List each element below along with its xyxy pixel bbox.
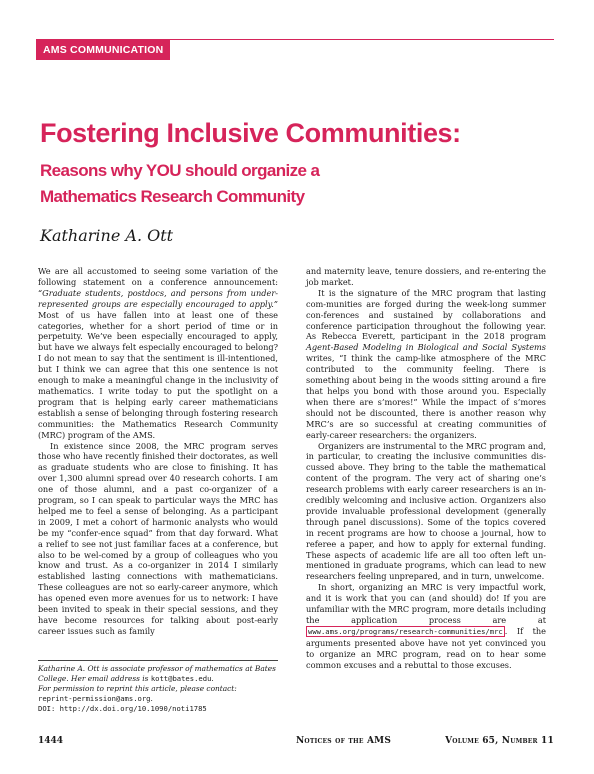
text: writes, “I think the camp-like atmosphere of the MRC contributed to the community feeling. There is something about being in the woods sitting around a fire that helps you bond with those around you. Especially when there are s’mores!” While the impact of s’mores should not be discounted, there is another reason why MRC’s are so successful at creating communities of early-career researchers: the organizers. xyxy=(306,353,546,440)
doi[interactable]: DOI: http://dx.doi.org/10.1090/noti1785 xyxy=(38,704,207,713)
left-column xyxy=(38,266,278,637)
mrc-link[interactable]: www.ams.org/programs/research-communities/mrc xyxy=(308,626,503,636)
article-subtitle: Reasons why YOU should organize a Mathematics Research Community xyxy=(40,161,320,206)
text: . If the arguments presented above have not yet convinced you to organize an MRC program, read on to hear some common excuses and a rebuttal to those excuses. xyxy=(306,625,546,670)
paragraph xyxy=(306,582,546,670)
page-footer xyxy=(38,736,554,750)
text: In short, organizing an MRC is very impactful work, and it is work that you can (and should) do! If you are unfamiliar with the MRC program, more details including the application process are at xyxy=(306,582,546,625)
text: We are all accustomed to seeing some variation of the following statement on a conference announcement: xyxy=(38,266,278,287)
quote: “Graduate students, postdocs, and persons from under-represented groups are especially encouraged to apply.” xyxy=(38,287,278,309)
paragraph: In existence since 2008, the MRC program serves those who have recently finished their doctorates, as well as graduate students who are close to finishing. It has over 1,300 alumni spread over 40 research cohorts. I am one of those alumni, and a past co-organizer of a program, so I can speak to particular ways the MRC has helped me to feel a sense of belonging. As a participant in 2009, I met a cohort of harmonic analysts who would be my “confer-ence squad” from that day forward. What a relief to see not just familiar faces at a conference, but also to be wel-comed by a group of colleagues who you know and trust. As a co-organizer in 2014 I similarly established lasting connections with mathematicians. These colleagues are not so early-career anymore, which has opened even more avenues for us to network: I have been invited to speak in their special sessions, and they have become resources for talking about post-early career issues such as family xyxy=(38,440,278,636)
paragraph: and maternity leave, tenure dossiers, and re-entering the job market. xyxy=(306,266,546,287)
text: Most of us have fallen into at least one of these categories, whether for a short period of time or in perpetuity. We’ve been especially encouraged to apply, but have we always felt especially encouraged to belong? I do not mean to say that the sentiment is ill-intentioned, but I think we can agree that this one sentence is not enough to make a meaningful change in the inclusivity of mathematics. I write today to put the spotlight on a program that is helping early career mathematicians establish a sense of belonging through fostering research communities: the Mathematics Research Community (MRC) program of the AMS. xyxy=(38,309,278,440)
text: For permission to reprint this article, please contact: xyxy=(38,684,237,693)
paragraph xyxy=(38,266,278,441)
permission-email[interactable]: reprint-permission@ams.org xyxy=(38,694,151,703)
paragraph: Organizers are instrumental to the MRC program and, in particular, to creating the inclusive communities dis-cussed above. They bring to the table the mathematical content of the program. The very act of sharing one’s research problems with early career researchers is an in-credibly welcoming and inclusive action. Organizers also provide invaluable professional development (generally through panel discussions). Some of the topics covered in recent programs are how to choose a journal, how to referee a paper, and how to apply for external funding. These aspects of academic life are all too often left un-mentioned in graduate programs, which can lead to new researchers feeling unprepared, and in turn, unwelcome. xyxy=(306,440,546,582)
right-column xyxy=(306,266,546,671)
paragraph xyxy=(306,288,546,441)
journal-name: Notices of the AMS xyxy=(296,736,392,746)
volume-number: Volume 65, Number 11 xyxy=(445,736,554,746)
author-email[interactable]: kott@bates.edu xyxy=(150,674,212,683)
program-name: Agent-Based Modeling in Biological and Social Systems xyxy=(306,342,546,353)
text: Katharine A. Ott is associate professor of mathematics at Bates College. Her email address is xyxy=(38,664,276,683)
author-bio: Katharine A. Ott is associate professor of mathematics at Bates College. Her email address is kott@bates.edu. xyxy=(38,664,276,683)
text: It is the signature of the MRC program that lasting com-munities are forged during the week-long summer con-ferences and sustained by collaborations and conference participation throughout the following year. As Rebecca Everett, participant in the 2018 program xyxy=(306,287,546,342)
page-number: 1444 xyxy=(38,736,64,746)
permission-note: For permission to reprint this article, please contact: reprint-permission@ams.org. xyxy=(38,684,237,703)
author-footnote xyxy=(38,660,278,714)
section-tag: AMS COMMUNICATION xyxy=(36,40,170,60)
article-title: Fostering Inclusive Communities: xyxy=(40,118,461,148)
article-author: Katharine A. Ott xyxy=(40,226,174,245)
